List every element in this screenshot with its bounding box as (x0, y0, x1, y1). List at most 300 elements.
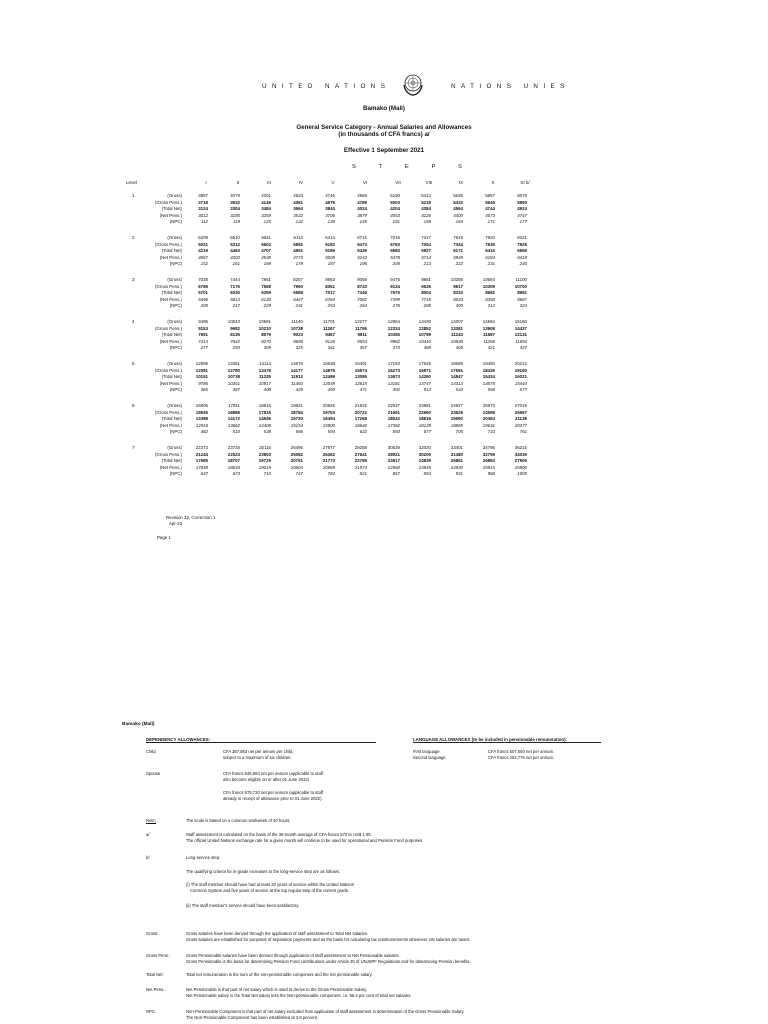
language-allowances-title: LANGUAGE ALLOWANCES (to be included in pensionable remuneration): (413, 737, 568, 742)
salary-cell: 19590 (450, 416, 463, 421)
salary-cell: 6112 (293, 235, 303, 240)
salary-cell: 26900 (514, 464, 527, 470)
salary-cell: 10351 (227, 380, 240, 386)
salary-cell: 7176 (230, 283, 240, 289)
salary-cell: 513 (423, 387, 431, 392)
salary-cell: 151 (392, 219, 400, 224)
salary-cell: 27641 (354, 451, 367, 457)
salary-cell: 9982 (390, 338, 400, 344)
salary-cell: 19019 (258, 464, 271, 470)
salary-cell: 3484 (261, 206, 271, 211)
salary-cell: 22795 (354, 458, 367, 463)
salary-cell: 8991 (517, 290, 527, 295)
salary-cell: 25115 (259, 445, 271, 450)
salary-cell: 429 (295, 387, 303, 392)
salary-cell: 12854 (387, 319, 400, 324)
salary-cell: 19160 (514, 367, 527, 373)
salary-cell: 125 (263, 219, 271, 224)
salary-cell: 14847 (450, 374, 463, 379)
salary-cell: 25861 (450, 458, 463, 463)
salary-cell: 27905 (514, 458, 527, 463)
salary-cell: 13181 (387, 380, 400, 386)
salary-cell: 421 (487, 345, 495, 350)
salary-cell: 18688 (450, 361, 463, 366)
row-label: (Gross Pens.) (154, 409, 182, 415)
salary-cell: 8667 (517, 296, 527, 302)
steps-letter: T (378, 164, 383, 170)
salary-cell: 8663 (325, 277, 335, 282)
salary-cell: 11100 (515, 277, 527, 282)
row-label: (Total Net) (161, 248, 182, 253)
salary-cell: 4024 (357, 206, 367, 211)
salary-cell: 13662 (227, 422, 240, 428)
salary-cell: 20212 (514, 361, 527, 366)
step-column-header: II (236, 180, 240, 185)
salary-cell: 3359 (261, 212, 271, 218)
salary-cell: 7619 (453, 235, 463, 240)
gross-label: Gross: (146, 931, 159, 936)
salary-cell: 14437 (514, 325, 527, 331)
salary-cell: 23734 (227, 445, 240, 450)
row-label: (Total Net) (161, 458, 182, 463)
salary-cell: 11483 (291, 380, 303, 386)
salary-cell: 27877 (322, 445, 335, 450)
salary-cell: 10043 (227, 319, 240, 324)
salary-cell: 19450 (482, 361, 495, 366)
salary-cell: 7925 (517, 241, 527, 247)
salary-cell: 3844 (325, 206, 335, 211)
salary-cell: 4226 (421, 212, 431, 218)
step-column-header: I (205, 180, 207, 185)
row-label: (NPC) (169, 261, 182, 266)
npc-label: NPC: (146, 1009, 157, 1014)
salary-cell: 15638 (322, 361, 335, 366)
salary-cell: 32020 (418, 445, 431, 450)
salary-cell: 229 (263, 303, 271, 308)
salary-cell: 32759 (482, 451, 495, 457)
salary-cell: 9526 (421, 283, 431, 289)
salary-cell: 16494 (322, 416, 335, 421)
child-text: CFA 387,863 net per annum per child, (223, 749, 294, 754)
salary-cell: 16806 (195, 403, 208, 408)
salary-cell: 8270 (261, 338, 271, 344)
salary-cell: 9682 (230, 325, 240, 331)
salary-cell: 13673 (387, 374, 400, 379)
row-label: (Gross Pens.) (154, 367, 182, 373)
footnote-b-criterion-i: (i) The staff member should have had at least 20 years of service within the United Nations (186, 882, 354, 887)
steps-letter: S (458, 164, 462, 170)
salary-cell: 9911 (357, 332, 367, 337)
salary-cell: 222 (455, 261, 463, 266)
salary-cell: 10738 (227, 374, 240, 379)
salary-cell: 241 (295, 303, 303, 308)
salary-cell: 205 (392, 261, 400, 266)
salary-cell: 4773 (293, 254, 303, 260)
salary-cell: 17925 (418, 361, 431, 366)
salary-cell: 18042 (387, 416, 400, 421)
salary-cell: 8004 (421, 290, 431, 295)
step-column-header: VII (395, 180, 401, 185)
salary-cell: 27019 (514, 403, 527, 408)
salary-cell: 171 (487, 219, 495, 224)
salary-cell: 5478 (390, 254, 400, 260)
salary-cell: 6079 (517, 193, 527, 198)
salary-cell: 3718 (198, 199, 208, 205)
salary-cell: 20989 (322, 464, 335, 470)
step-column-header: IX (458, 180, 464, 185)
salary-cell: 24927 (450, 403, 463, 408)
salary-cell: 11701 (323, 319, 335, 324)
salary-cell: 30639 (387, 445, 400, 450)
salary-cell: 8579 (261, 332, 271, 337)
salary-cell: 15720 (290, 416, 303, 421)
row-label: (Total Net) (161, 416, 182, 421)
salary-cell: 22373 (195, 445, 208, 450)
salary-cell: 4575 (325, 199, 335, 205)
salary-cell: 705 (455, 429, 463, 434)
salary-cell: 5195 (325, 248, 335, 253)
salary-cell: 25567 (514, 409, 527, 415)
header-united-nations: UNITED NATIONS (262, 83, 391, 90)
salary-cell: 14172 (227, 416, 240, 421)
note-label: Note: (146, 818, 157, 823)
salary-cell: 6171 (453, 248, 463, 253)
steps-letter: S (352, 164, 356, 170)
salary-cell: 18784 (290, 409, 303, 415)
salary-cell: 10410 (418, 338, 431, 344)
salary-cell: 19821 (290, 403, 303, 408)
salary-cell: 152 (200, 261, 208, 266)
salary-cell: 510 (232, 429, 240, 434)
salary-cell: 6763 (390, 241, 400, 247)
salary-cell: 357 (359, 345, 367, 350)
salary-cell: 21832 (354, 403, 367, 408)
gross-text: Gross salaries have been derived through the application of staff assessment to Total Net salaries. (186, 931, 369, 936)
salary-cell: 325 (295, 345, 303, 350)
salary-cell: 3185 (230, 212, 240, 218)
child-text: subject to a maximum of six children. (223, 755, 292, 760)
salary-cell: 9881 (421, 277, 431, 282)
salary-cell: 19631 (482, 422, 495, 428)
duty-station-title: Bamako (Mali) (363, 105, 405, 112)
salary-cell: 17392 (387, 422, 400, 428)
salary-cell: 4538 (261, 254, 271, 260)
second-language-label: Second language (413, 755, 446, 760)
salary-cell: 23629 (450, 409, 463, 415)
salary-cell: 253 (327, 303, 335, 308)
row-label: (Gross Pens.) (154, 241, 182, 247)
salary-cell: 6659 (517, 248, 527, 253)
salary-cell: 17811 (228, 403, 240, 408)
salary-cell: 6785 (198, 283, 208, 289)
salary-cell: 13351 (227, 361, 240, 366)
salary-cell: 7851 (261, 277, 271, 282)
salary-cell: 14946 (258, 416, 271, 421)
salary-cell: 7960 (293, 283, 303, 289)
salary-cell: 534 (455, 387, 463, 392)
salary-cell: 13909 (482, 325, 495, 331)
row-label: (Total Net) (161, 206, 182, 211)
salary-cell: 7082 (357, 296, 367, 302)
row-label: (Net Pens.) (159, 422, 182, 428)
salary-cell: 8135 (230, 332, 240, 337)
salary-cell: 5209 (198, 235, 208, 240)
salary-cell: 12589 (195, 361, 208, 366)
salary-cell: 450 (327, 387, 335, 392)
salary-cell: 9023 (293, 332, 303, 337)
salary-cell: 8033 (453, 296, 463, 302)
salary-cell: 196 (359, 261, 367, 266)
salary-cell: 9554 (357, 338, 367, 344)
salary-cell: 4564 (453, 206, 463, 211)
salary-cell: 277 (200, 345, 208, 350)
salary-cell: 12131 (514, 332, 527, 337)
salary-cell: 26496 (290, 445, 303, 450)
salary-cell: 4968 (357, 193, 367, 198)
spouse-text: CFA francs 645,864 net per annum (applicable to staff (223, 771, 324, 776)
footnote-a-text: Staff assessment is calculated on the basis of the 36-month average of CFA francs 572 to US$ 1.00. (186, 832, 372, 837)
salary-cell: 10700 (514, 283, 527, 289)
salary-cell: 217 (232, 303, 240, 308)
salary-cell: 8698 (293, 338, 303, 344)
row-label: (Gross) (167, 235, 182, 240)
salary-cell: 373 (392, 345, 400, 350)
salary-cell: 5510 (230, 235, 240, 240)
salary-cell: 12852 (418, 325, 431, 331)
salary-cell: 26362 (322, 451, 335, 457)
steps-letter: P (431, 164, 436, 170)
row-label: (Net Pens.) (159, 464, 182, 470)
salary-cell: 3706 (325, 212, 335, 218)
salary-cell: 12499 (322, 374, 335, 379)
salary-cell: 18816 (418, 416, 431, 421)
salary-cell: 17685 (195, 458, 208, 463)
salary-cell: 5927 (421, 248, 431, 253)
salary-cell: 10799 (418, 332, 431, 337)
salary-cell: 21974 (354, 464, 367, 470)
salary-cell: 6414 (325, 235, 335, 240)
salary-cell: 20364 (482, 416, 495, 421)
row-label: (Gross) (167, 193, 182, 198)
salary-cell: 389 (423, 345, 431, 350)
salary-cell: 11687 (483, 332, 495, 337)
salary-cell: 138 (327, 219, 335, 224)
row-label: (Gross) (167, 445, 182, 450)
row-label: (Gross Pens.) (154, 451, 182, 457)
level-number: 1 (132, 193, 135, 198)
salary-cell: 9475 (390, 277, 400, 282)
salary-cell: 12277 (354, 319, 367, 324)
salary-cell: 19729 (258, 458, 271, 463)
salary-cell: 14177 (290, 367, 303, 373)
salary-cell: 5003 (390, 199, 400, 205)
salary-cell: 387 (232, 387, 240, 392)
revision-date: Apr-22 (169, 521, 183, 526)
salary-cell: 264 (359, 303, 367, 308)
salary-cell: 10210 (258, 325, 271, 331)
salary-cell: 6359 (261, 290, 271, 295)
salary-cell: 673 (232, 471, 240, 476)
salary-cell: 6030 (230, 290, 240, 295)
footnote-b-text: Long-service step: (186, 855, 221, 860)
salary-cell: 622 (359, 429, 367, 434)
salary-cell: 9917 (453, 283, 463, 289)
salary-cell: 9467 (325, 332, 335, 337)
row-label: (Gross) (167, 277, 182, 282)
salary-cell: 13478 (258, 367, 271, 373)
salary-cell: 18426 (482, 367, 495, 373)
salary-cell: 7691 (198, 332, 208, 337)
salary-cell: 5008 (325, 254, 335, 260)
salary-cell: 7414 (198, 338, 208, 344)
salary-cell: 566 (295, 429, 303, 434)
row-label: (Gross) (167, 403, 182, 408)
salary-cell: 3879 (357, 212, 367, 218)
salary-cell: 240 (519, 261, 527, 266)
salary-cell: 25973 (482, 403, 495, 408)
salary-cell: 8351 (325, 283, 335, 289)
salary-cell: 3012 (198, 212, 208, 218)
salary-cell: 6184 (485, 254, 495, 260)
salary-cell: 14876 (290, 361, 303, 366)
salary-cell: 34795 (482, 445, 495, 450)
salary-cell: 21138 (515, 416, 527, 421)
row-label: (NPC) (169, 345, 182, 350)
salary-cell: 31480 (450, 451, 463, 457)
salary-cell: 8333 (453, 290, 463, 295)
row-label: (NPC) (169, 303, 182, 308)
row-label: (Net Pens.) (159, 380, 182, 386)
salary-cell: 437 (519, 345, 527, 350)
salary-cell: 4204 (390, 206, 400, 211)
un-emblem-icon (401, 72, 425, 96)
row-label: (NPC) (169, 471, 182, 476)
salary-cell: 22523 (227, 451, 240, 457)
salary-cell: 5602 (261, 241, 271, 247)
salary-cell: 6183 (325, 241, 335, 247)
salary-cell: 20722 (354, 409, 367, 415)
level-number: 7 (132, 445, 135, 450)
salary-cell: 8662 (485, 290, 495, 295)
salary-cell: 5496 (198, 296, 208, 302)
salary-cell: 15160 (514, 319, 527, 324)
salary-cell: 25082 (290, 451, 303, 457)
salary-cell: 11266 (483, 338, 495, 344)
salary-cell: 10288 (450, 277, 463, 282)
salary-cell: 18034 (227, 464, 240, 470)
salary-cell: 17268 (354, 416, 367, 421)
effective-date: Effective 1 September 2021 (343, 147, 425, 154)
salary-cell: 6130 (261, 296, 271, 302)
salary-cell: 3304 (230, 206, 240, 211)
salary-cell: 5857 (485, 193, 495, 198)
salary-cell: 5312 (230, 241, 240, 247)
salary-cell: 18885 (450, 422, 463, 428)
salary-cell: 1005 (517, 471, 527, 476)
salary-cell: 3932 (230, 199, 240, 205)
row-label: (Total Net) (161, 374, 182, 379)
footnote-a-text: The official United Nations exchange rate for a given month will continue to be used for operational and Pension Fund purposes. (186, 838, 424, 843)
spouse-text: CFA francs 679,720 net per annum (applicable to staff (223, 790, 324, 795)
salary-cell: 7017 (325, 290, 335, 295)
salary-cell: 471 (359, 387, 367, 392)
child-label: Child (146, 749, 156, 754)
salary-cell: 17048 (195, 464, 208, 470)
salary-cell: 894 (423, 471, 431, 476)
salary-cell: 12916 (195, 422, 208, 428)
salary-cell: 7016 (390, 235, 400, 240)
salary-cell: 4951 (293, 248, 303, 253)
salary-cell: 119 (233, 219, 240, 224)
salary-cell: 22660 (418, 409, 431, 415)
step-column-header: VI (362, 180, 368, 185)
step-column-header: VIII (425, 180, 433, 185)
salary-cell: 34039 (514, 451, 527, 457)
salary-cell: 177 (519, 219, 527, 224)
salary-cell: 7399 (390, 296, 400, 302)
salary-cell: 14584 (482, 319, 495, 324)
salary-cell: 341 (327, 345, 335, 350)
salary-cell: 16021 (514, 374, 527, 379)
salary-cell: 18816 (258, 403, 271, 408)
salary-cell: 7038 (198, 277, 208, 282)
salary-cell: 9153 (198, 325, 208, 331)
salary-cell: 5701 (198, 290, 208, 295)
npc-text: The Non-Pensionable Component has been established at 3.6 percent. (186, 1015, 318, 1020)
row-label: (Gross Pens.) (154, 325, 182, 331)
spouse-text: who become eligible on or after 01 June 2022). (223, 777, 311, 782)
salary-cell: 6715 (357, 235, 367, 240)
salary-cell: 5243 (357, 254, 367, 260)
salary-cell: 13086 (354, 374, 367, 379)
salary-cell: 23881 (418, 403, 431, 408)
salary-cell: 13747 (418, 380, 431, 386)
level-number: 3 (132, 277, 135, 282)
salary-cell: 9786 (198, 380, 208, 386)
salary-cell: 231 (487, 261, 495, 266)
divider (146, 742, 376, 743)
salary-cell: 594 (327, 429, 335, 434)
dependency-allowances-title: DEPENDENCY ALLOWANCES: (146, 737, 211, 742)
page2-duty-station: Bamako (Mali) (122, 722, 155, 727)
salary-cell: 23803 (258, 451, 271, 457)
salary-cell: 15574 (354, 367, 367, 373)
salary-cell: 408 (263, 387, 271, 392)
salary-cell: 3124 (198, 206, 208, 211)
salary-cell: 12049 (322, 380, 335, 386)
salary-cell: 4924 (517, 206, 527, 211)
salary-cell: 968 (487, 471, 495, 476)
salary-cell: 17815 (258, 409, 271, 415)
salary-cell: 293 (232, 345, 240, 350)
salary-cell: 15154 (290, 422, 303, 428)
row-label: (Gross Pens.) (154, 283, 182, 289)
salary-cell: 10591 (258, 319, 271, 324)
row-label: (Gross) (167, 319, 182, 324)
salary-cell: 33401 (450, 445, 463, 450)
divider (413, 742, 601, 743)
salary-cell: 14875 (322, 367, 335, 373)
first-language-text: CFA francs 507,550 net per annum. (488, 749, 555, 754)
salary-cell: 11243 (451, 332, 463, 337)
salary-cell: 5811 (261, 235, 271, 240)
salary-cell: 29258 (354, 445, 367, 450)
salary-cell: 8221 (517, 235, 527, 240)
spouse-label: Spouse (146, 771, 161, 776)
salary-cell: 5813 (230, 296, 240, 302)
salary-cell: 11325 (259, 374, 271, 379)
salary-cell: 324 (519, 303, 527, 308)
